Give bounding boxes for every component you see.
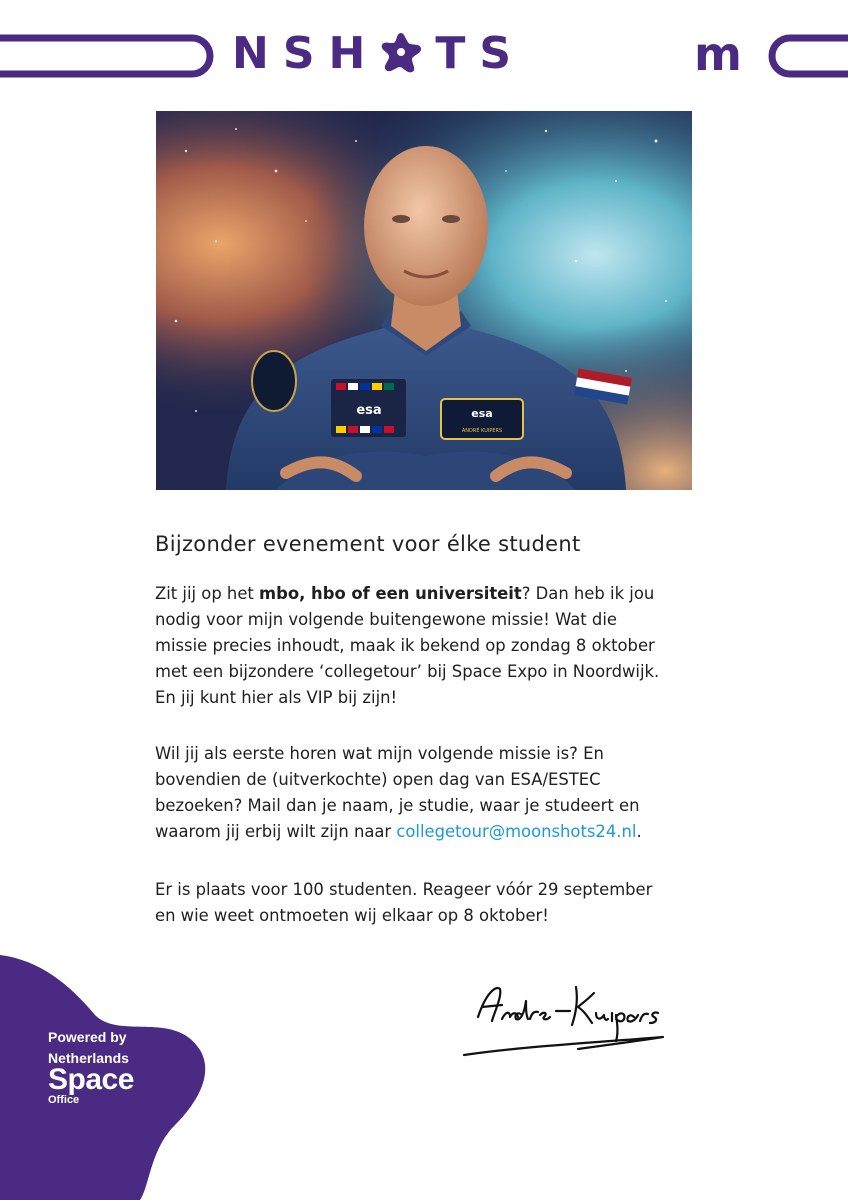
name-tag-name-text: ANDRÉ KUIPERS	[461, 428, 503, 434]
handwritten-signature	[458, 975, 698, 1065]
paragraph-deadline	[155, 877, 715, 929]
text-segment: Zit jij op het	[155, 584, 260, 603]
name-tag-esa-text: esa	[471, 407, 493, 420]
paragraph-cta-line-4	[155, 819, 715, 845]
paragraph-intro	[155, 581, 715, 711]
powered-by-text: Powered by	[48, 1029, 127, 1045]
text-segment: .	[636, 822, 642, 841]
article-heading: Bijzonder evenement voor élke student	[155, 532, 581, 556]
paragraph-intro-line-5: En jij kunt hier als VIP bij zijn!	[155, 688, 398, 707]
nso-logo	[48, 1028, 134, 1106]
logo-left-text: NSH	[232, 28, 380, 79]
paragraph-deadline-line-1: Er is plaats voor 100 studenten. Reageer vóór 29 september	[155, 880, 653, 899]
emphasis-education-levels: mbo, hbo of een universiteit	[259, 584, 522, 603]
paragraph-intro-line-1	[155, 581, 715, 607]
paragraph-cta-line-1: Wil jij als eerste horen wat mijn volgende missie is? En	[155, 744, 604, 763]
flag-patch-esa-text: esa	[356, 403, 382, 418]
astronaut-photo	[156, 111, 692, 490]
signature-text: André Kuipers	[458, 975, 465, 976]
paragraph-deadline-line-2: en wie weet ontmoeten wij elkaar op 8 oktober!	[155, 906, 549, 925]
nso-space: Space	[48, 1063, 134, 1096]
nso-netherlands: Netherlands	[48, 1050, 129, 1066]
paragraph-intro-line-3: missie precies inhoudt, maak ik bekend op zondag 8 oktober	[155, 636, 655, 655]
email-link[interactable]: collegetour@moonshots24.nl	[396, 822, 637, 841]
logo-edge-letter: m	[694, 27, 742, 81]
moonshots-logo	[232, 30, 525, 78]
paragraph-cta-line-2: bovendien de (uitverkochte) open dag van ESA/ESTEC	[155, 770, 601, 789]
text-segment: waarom jij erbij wilt zijn naar	[155, 822, 397, 841]
paragraph-cta-line-3: bezoeken? Mail dan je naam, je studie, waar je studeert en	[155, 796, 640, 815]
star-logo-icon	[379, 30, 423, 74]
text-segment: ? Dan heb ik jou	[521, 584, 655, 603]
paragraph-intro-line-4: met een bijzondere ‘collegetour’ bij Space Expo in Noordwijk.	[155, 662, 660, 681]
paragraph-call-to-action	[155, 741, 715, 845]
logo-right-text: TS	[435, 28, 526, 79]
paragraph-intro-line-2: nodig voor mijn volgende buitengewone missie! Wat die	[155, 610, 617, 629]
nso-office: Office	[48, 1094, 80, 1106]
